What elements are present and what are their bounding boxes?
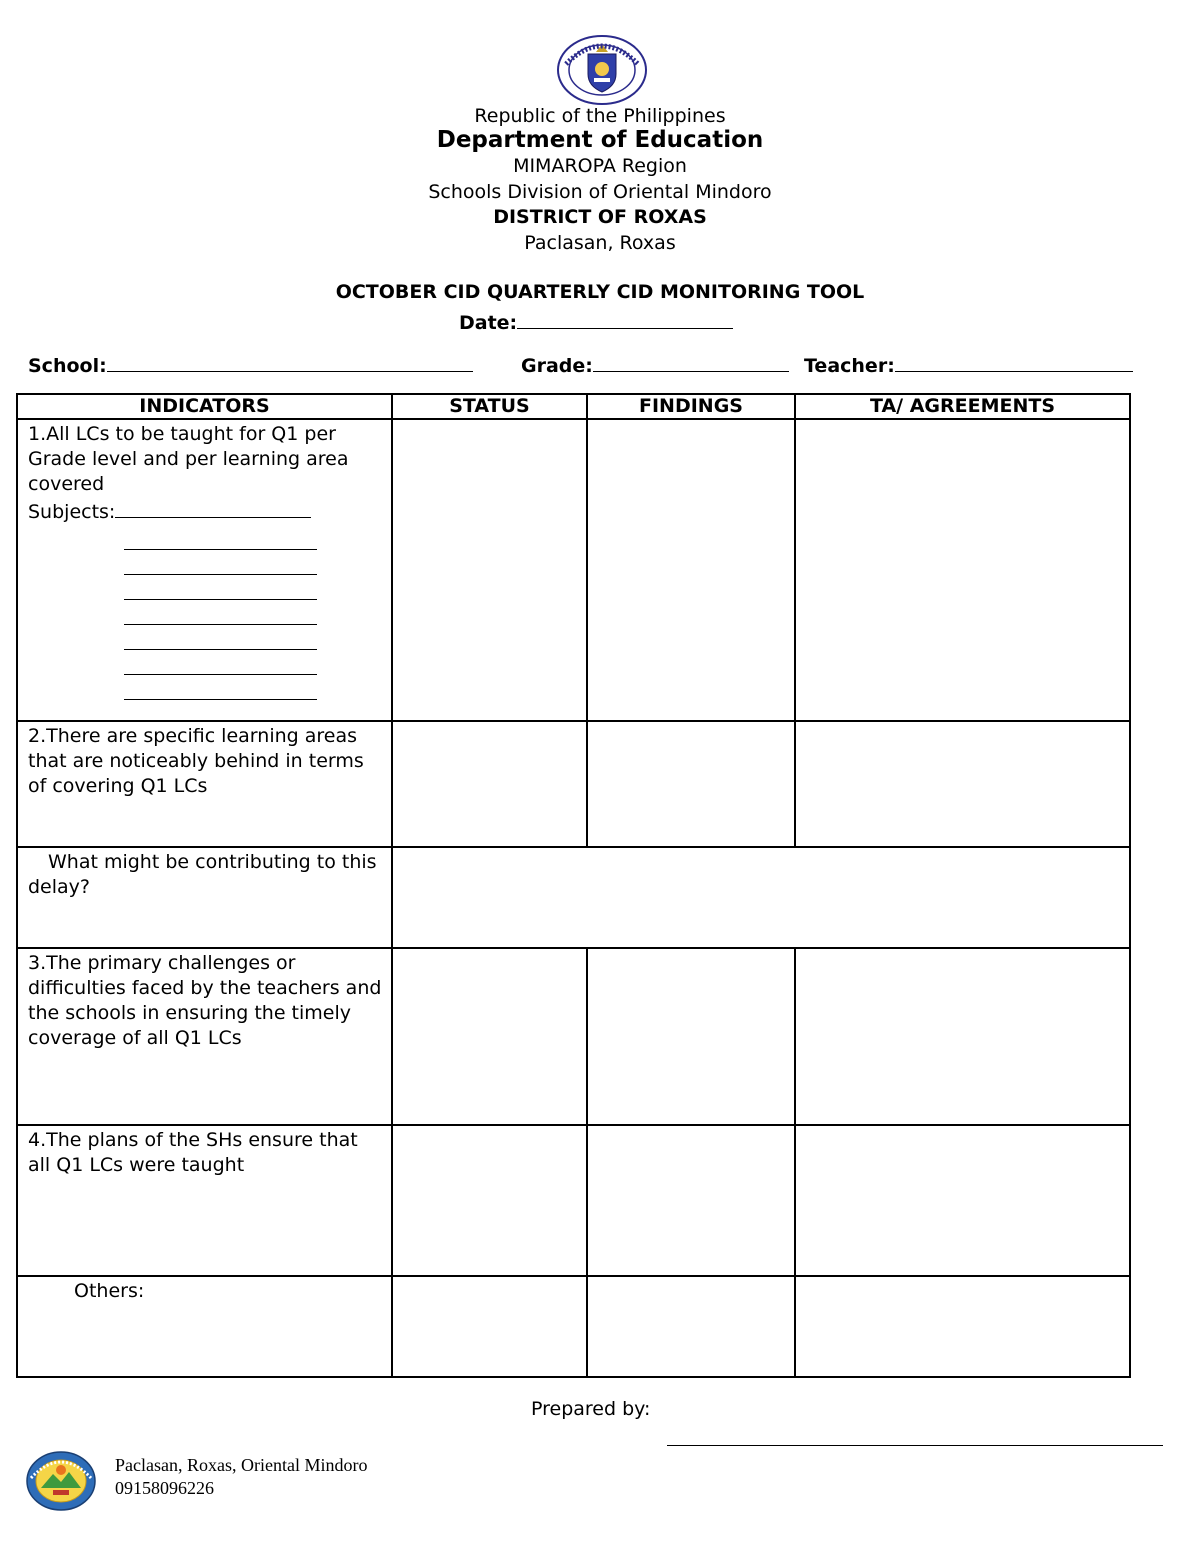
table-row (17, 847, 1130, 948)
subjects-label: Subjects: (28, 501, 116, 523)
indicator-cell-2 (17, 721, 392, 847)
deped-seal-logo (556, 34, 648, 106)
indicator-cell-delay (17, 847, 392, 948)
department-title: Department of Education (436, 127, 764, 153)
findings-cell[interactable] (587, 1125, 795, 1276)
subjects-extra-lines (28, 525, 383, 700)
indicator-cell-4 (17, 1125, 392, 1276)
school-address: Paclasan, Roxas, Oriental Mindoro (115, 1455, 368, 1475)
teacher-blank-line[interactable] (895, 351, 1133, 372)
document-title: OCTOBER CID QUARTERLY CID MONITORING TOOL (335, 281, 865, 303)
findings-cell[interactable] (587, 419, 795, 721)
status-cell[interactable] (392, 1125, 587, 1276)
district-text: DISTRICT OF ROXAS (493, 206, 707, 228)
indicator-cell-others (17, 1276, 392, 1377)
indicator-text: 1.All LCs to be taught for Q1 per Grade level and per learning area covered (28, 423, 349, 495)
teacher-label: Teacher: (804, 355, 895, 377)
findings-cell[interactable] (587, 948, 795, 1125)
date-blank-line[interactable] (517, 308, 733, 329)
column-header-indicators: INDICATORS (17, 394, 392, 419)
date-label: Date: (459, 312, 518, 334)
subject-blank-line[interactable] (124, 525, 317, 550)
column-header-findings: FINDINGS (587, 394, 795, 419)
grade-blank-line[interactable] (593, 351, 789, 372)
ta-agreements-cell[interactable] (795, 948, 1130, 1125)
subject-blank-line[interactable] (124, 575, 317, 600)
indicator-text: What might be contributing to this delay? (28, 851, 377, 898)
school-field[interactable] (28, 351, 473, 376)
column-header-ta-agreements: TA/ AGREEMENTS (795, 394, 1130, 419)
monitoring-table (16, 393, 1131, 1378)
status-cell[interactable] (392, 948, 587, 1125)
table-row (17, 721, 1130, 847)
indicator-text: 4.The plans of the SHs ensure that all Q1 LCs were taught (28, 1129, 358, 1176)
indicator-cell-1 (17, 419, 392, 721)
subject-blank-line[interactable] (124, 675, 317, 700)
status-cell[interactable] (392, 1276, 587, 1377)
prepared-by-label: Prepared by: (531, 1398, 651, 1420)
subject-blank-line[interactable] (124, 625, 317, 650)
table-row (17, 1276, 1130, 1377)
region-text: MIMAROPA Region (513, 155, 687, 177)
teacher-field[interactable] (804, 351, 1133, 376)
indicator-cell-3 (17, 948, 392, 1125)
findings-cell[interactable] (587, 1276, 795, 1377)
school-blank-line[interactable] (107, 351, 473, 372)
subject-blank-line[interactable] (124, 650, 317, 675)
school-phone: 09158096226 (115, 1478, 214, 1498)
grade-field[interactable] (521, 351, 789, 376)
ta-agreements-cell[interactable] (795, 1125, 1130, 1276)
grade-label: Grade: (521, 355, 593, 377)
subjects-blank-line[interactable] (115, 497, 311, 518)
indicator-text: Others: (74, 1280, 145, 1302)
ta-agreements-cell[interactable] (795, 1276, 1130, 1377)
table-row (17, 419, 1130, 721)
ta-agreements-cell[interactable] (795, 419, 1130, 721)
subject-blank-line[interactable] (124, 550, 317, 575)
signature-line[interactable] (667, 1445, 1163, 1446)
school-label: School: (28, 355, 107, 377)
ta-agreements-cell[interactable] (795, 721, 1130, 847)
table-header-row (17, 394, 1130, 419)
table-row (17, 1125, 1130, 1276)
subjects-field[interactable] (28, 497, 383, 525)
location-text: Paclasan, Roxas (524, 232, 676, 254)
column-header-status: STATUS (392, 394, 587, 419)
subject-blank-line[interactable] (124, 600, 317, 625)
indicator-text: 2.There are specific learning areas that are noticeably behind in terms of covering Q1 LCs (28, 725, 364, 797)
status-cell[interactable] (392, 721, 587, 847)
delay-reasons-cell[interactable] (392, 847, 1130, 948)
republic-text: Republic of the Philippines (474, 105, 726, 127)
indicator-text: 3.The primary challenges or difficulties faced by the teachers and the schools in ensuring the timely coverage of all Q1 LCs (28, 952, 382, 1049)
division-text: Schools Division of Oriental Mindoro (428, 181, 772, 203)
school-logo (25, 1450, 97, 1512)
status-cell[interactable] (392, 419, 587, 721)
findings-cell[interactable] (587, 721, 795, 847)
date-field[interactable] (459, 308, 733, 333)
table-row (17, 948, 1130, 1125)
